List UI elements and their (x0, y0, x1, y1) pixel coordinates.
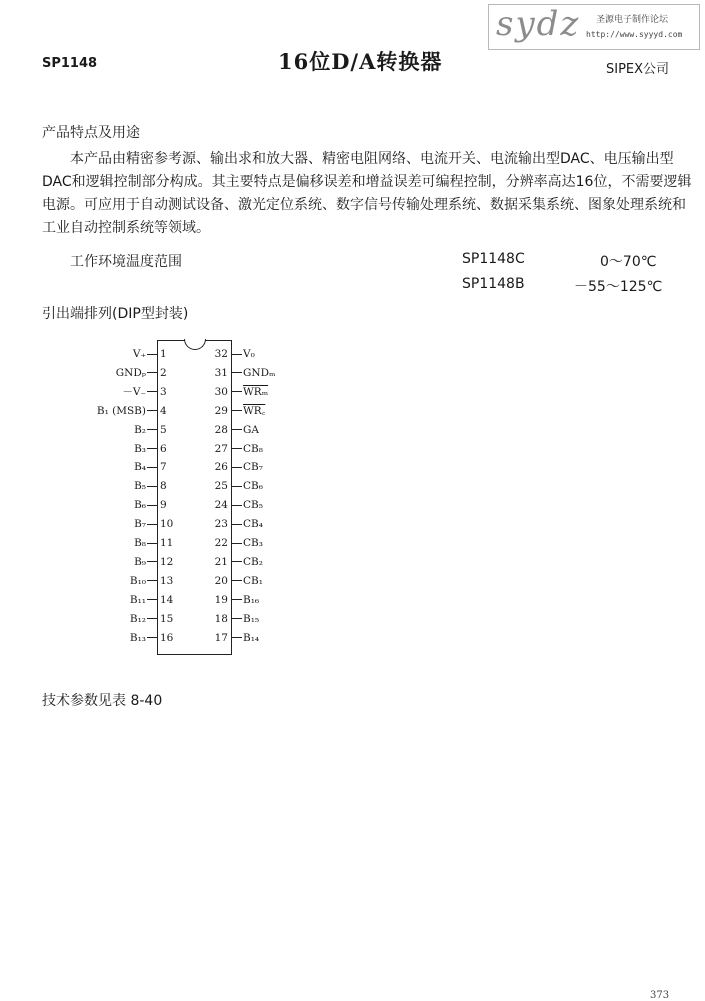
pin-label: －V₋ (122, 385, 146, 398)
temp-model-c: SP1148C (462, 251, 525, 267)
pin-label: GNDₚ (115, 366, 146, 379)
pin-lead (232, 429, 242, 430)
pin-label: B₇ (134, 518, 146, 531)
pin-lead (232, 448, 242, 449)
part-number: SP1148 (42, 56, 98, 71)
pin-number: 23 (214, 518, 228, 531)
pin-left-13 (130, 572, 157, 590)
pinout-heading: 引出端排列(DIP型封装) (42, 306, 189, 322)
pin-left-5 (134, 421, 157, 439)
pin-lead (232, 372, 242, 373)
pin-lead (147, 486, 157, 487)
pin-number: 28 (214, 423, 228, 436)
pin-label: B₁₀ (129, 574, 146, 587)
pin-lead (147, 599, 157, 600)
parameters-note: 技术参数见表 8-40 (42, 693, 163, 709)
pin-number: 26 (214, 461, 228, 474)
pin-lead (147, 354, 157, 355)
pin-label: B₄ (134, 461, 146, 474)
pin-lead (147, 524, 157, 525)
pin-label: B₁₄ (243, 631, 260, 644)
pin-number: 21 (214, 555, 228, 568)
pin-label: B₂ (134, 423, 146, 436)
pin-label: CB₁ (243, 574, 263, 587)
pin-right-19 (232, 591, 259, 609)
pin-left-7 (134, 458, 157, 476)
pin-lead (232, 354, 242, 355)
temp-model-b: SP1148B (462, 276, 525, 292)
pin-left-8 (134, 477, 157, 495)
pin-label: B₁ (MSB) (96, 404, 146, 417)
pin-number: 20 (214, 574, 228, 587)
pin-right-28 (232, 421, 259, 439)
pin-lead (147, 543, 157, 544)
watermark-logo: sydz (496, 4, 581, 44)
pin-right-26 (232, 458, 263, 476)
pin-right-21 (232, 553, 263, 571)
pin-right-27 (232, 440, 263, 458)
pin-label: CB₄ (243, 518, 263, 531)
page-title: 16位D/A转换器 (278, 49, 443, 74)
pin-number: 27 (214, 442, 228, 455)
pin-label: B₈ (134, 537, 146, 549)
pin-lead (232, 580, 242, 581)
pin-lead (147, 467, 157, 468)
pin-left-3 (122, 383, 157, 401)
pin-number: 29 (214, 404, 228, 417)
pin-left-10 (134, 515, 157, 533)
pin-label: B₁₁ (129, 593, 146, 606)
pin-right-32 (232, 345, 255, 363)
pin-right-29 (232, 402, 265, 420)
pin-label: CB₈ (243, 442, 263, 455)
pin-lead (147, 391, 157, 392)
pin-label: CB₅ (243, 499, 263, 512)
pin-lead (147, 429, 157, 430)
watermark-name: 圣源电子制作论坛 (596, 15, 669, 25)
pin-lead (232, 637, 242, 638)
temperature-label: 工作环境温度范围 (70, 254, 182, 270)
pin-label: B₃ (134, 442, 146, 455)
pin-label: B₅ (134, 480, 146, 493)
pin-number: 30 (214, 385, 228, 398)
pin-label: GNDₘ (243, 366, 276, 379)
pin-left-12 (134, 553, 157, 571)
pin-lead (147, 637, 157, 638)
pin-lead (232, 391, 242, 392)
pin-lead (232, 599, 242, 600)
pin-label: B₁₅ (243, 612, 260, 625)
pin-number: 24 (214, 499, 228, 512)
pin-right-30 (232, 383, 268, 401)
pin-label: B₁₂ (129, 612, 146, 625)
pin-right-22 (232, 534, 263, 552)
pin-right-18 (232, 610, 259, 628)
features-heading: 产品特点及用途 (42, 125, 140, 141)
pin-label: CB₃ (243, 537, 263, 549)
pin-lead (232, 618, 242, 619)
manufacturer: SIPEX公司 (606, 62, 670, 77)
pin-number: 31 (214, 366, 228, 379)
pin-number: 25 (214, 480, 228, 493)
pin-label: GA (243, 423, 259, 436)
page-number: 373 (650, 990, 670, 1001)
pin-label: B₉ (134, 555, 146, 568)
pin-label: $\overline{WR_m}$ (243, 385, 269, 398)
pin-number: 32 (214, 348, 228, 360)
pin-right-20 (232, 572, 263, 590)
pin-label: B₁₆ (243, 593, 260, 606)
pin-lead (147, 580, 157, 581)
pin-label: B₆ (134, 499, 146, 512)
pin-number: 22 (214, 537, 228, 549)
watermark-url: http://www.syyyd.com (586, 30, 683, 39)
pin-lead (147, 618, 157, 619)
pin-label: WR꜀ (243, 404, 266, 417)
pin-lead (147, 448, 157, 449)
pin-lead (232, 524, 242, 525)
pin-left-16 (130, 629, 157, 647)
pin-right-17 (232, 629, 259, 647)
pin-left-15 (130, 610, 157, 628)
pin-label: CB₆ (243, 480, 263, 493)
pin-number: 17 (214, 631, 228, 644)
pin-left-14 (130, 591, 157, 609)
pin-lead (147, 561, 157, 562)
pin-left-9 (134, 496, 157, 514)
pin-left-1 (133, 345, 157, 363)
pin-lead (232, 486, 242, 487)
pin-number: 18 (214, 612, 228, 625)
pin-left-11 (134, 534, 157, 552)
pin-label: CB₂ (243, 555, 263, 568)
pin-right-24 (232, 496, 263, 514)
pin-left-6 (134, 440, 157, 458)
temp-range-b: －55～125℃ (574, 279, 663, 295)
pin-label: V₀ (243, 348, 255, 360)
pin-label: CB₇ (243, 461, 263, 474)
pin-right-25 (232, 477, 263, 495)
pin-number: 19 (214, 593, 228, 606)
pin-right-31 (232, 364, 275, 382)
pin-lead (147, 372, 157, 373)
pin-lead (232, 561, 242, 562)
pin-left-2 (116, 364, 157, 382)
features-paragraph: 本产品由精密参考源、输出求和放大器、精密电阻网络、电流开关、电流输出型DAC、电压输出型DAC和逻辑控制部分构成。其主要特点是偏移误差和增益误差可编程控制，分辨率高达16位，不需要逻辑电源。可应用于自动测试设备、激光定位系统、数字信号传输处理系统、数据采集系统、图象处理系统和工业自动控制系统等领域。 (42, 151, 692, 236)
pin-label: V₊ (132, 348, 146, 360)
pin-lead (232, 543, 242, 544)
pin-right-23 (232, 515, 263, 533)
pin-lead (232, 467, 242, 468)
pin-lead (232, 410, 242, 411)
pin-label: B₁₃ (129, 631, 146, 644)
temp-range-c: 0～70℃ (600, 254, 657, 270)
pin-lead (147, 410, 157, 411)
pin-left-4 (97, 402, 157, 420)
pin-lead (232, 505, 242, 506)
pin-lead (147, 505, 157, 506)
